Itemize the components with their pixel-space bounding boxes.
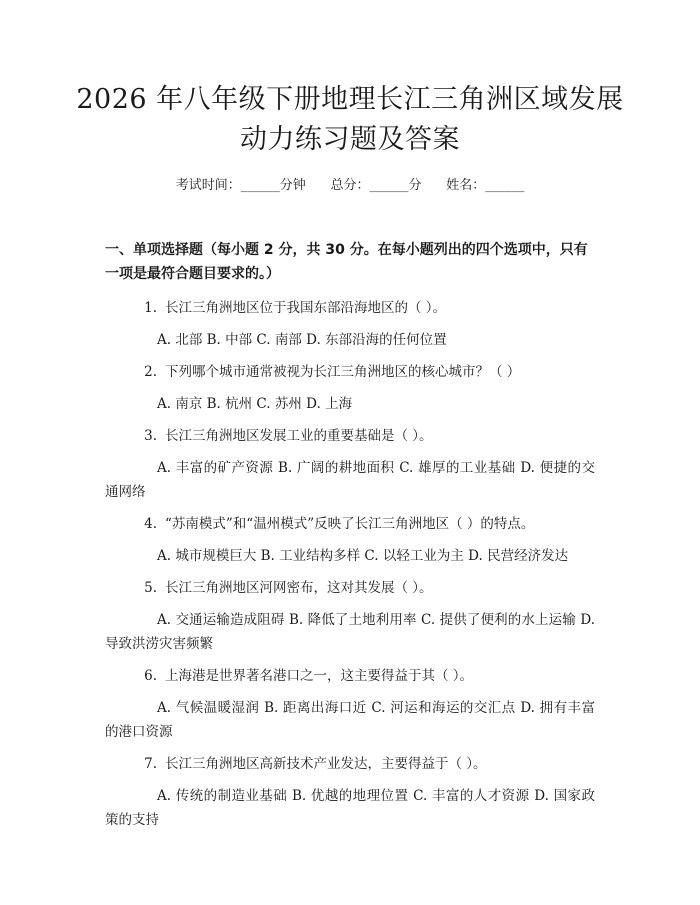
question-options: A. 交通运输造成阻碍 B. 降低了土地利用率 C. 提供了便利的水上运输 D. 导致洪涝灾害频繁 — [105, 612, 595, 652]
question-text: 上海港是世界著名港口之一，这主要得益于其（ ）。 — [165, 668, 474, 684]
question-stem — [105, 360, 595, 384]
document-title — [0, 80, 700, 160]
question-item — [105, 424, 595, 504]
question-options: A. 南京 B. 杭州 C. 苏州 D. 上海 — [157, 396, 353, 412]
question-number: 7. — [144, 756, 157, 772]
question-number: 3. — [144, 428, 157, 444]
question-text: 长江三角洲地区发展工业的重要基础是（ ）。 — [165, 428, 433, 444]
question-text: “苏南模式”和“温州模式”反映了长江三角洲地区（ ）的特点。 — [165, 516, 535, 532]
question-options: A. 丰富的矿产资源 B. 广阔的耕地面积 C. 雄厚的工业基础 D. 便捷的交通网络 — [105, 460, 595, 500]
question-text: 长江三角洲地区位于我国东部沿海地区的（ ）。 — [165, 300, 447, 316]
question-number: 2. — [144, 364, 157, 380]
question-number: 4. — [144, 516, 157, 532]
question-number: 5. — [144, 580, 157, 596]
question-text: 下列哪个城市通常被视为长江三角洲地区的核心城市？（ ） — [165, 364, 521, 380]
question-stem — [105, 664, 595, 688]
question-stem — [105, 512, 595, 536]
question-options: A. 城市规模巨大 B. 工业结构多样 C. 以轻工业为主 D. 民营经济发达 — [157, 548, 569, 564]
question-list — [105, 296, 595, 832]
title-line-2: 动力练习题及答案 — [240, 124, 460, 155]
question-options: A. 北部 B. 中部 C. 南部 D. 东部沿海的任何位置 — [157, 332, 447, 348]
question-number: 6. — [144, 668, 157, 684]
title-line-1: 2026 年八年级下册地理长江三角洲区域发展 — [76, 84, 624, 115]
question-item — [105, 360, 595, 416]
question-options: A. 传统的制造业基础 B. 优越的地理位置 C. 丰富的人才资源 D. 国家政策的支持 — [105, 788, 595, 828]
question-item — [105, 296, 595, 352]
question-number: 1. — [144, 300, 157, 316]
question-text: 长江三角洲地区河网密布，这对其发展（ ）。 — [165, 580, 433, 596]
section-heading: 一、单项选择题（每小题 2 分，共 30 分。在每小题列出的四个选项中，只有一项是最符合题目要求的。） — [105, 242, 588, 282]
question-text: 长江三角洲地区高新技术产业发达，主要得益于（ ）。 — [165, 756, 487, 772]
question-options: A. 气候温暖湿润 B. 距离出海口近 C. 河运和海运的交汇点 D. 拥有丰富的港口资源 — [105, 700, 595, 740]
question-stem — [105, 752, 595, 776]
question-stem — [105, 296, 595, 320]
question-item — [105, 512, 595, 568]
question-stem — [105, 576, 595, 600]
question-item — [105, 576, 595, 656]
exam-info-line: 考试时间：______分钟 总分：______分 姓名：______ — [175, 178, 525, 193]
question-item — [105, 664, 595, 744]
question-item — [105, 752, 595, 832]
question-stem — [105, 424, 595, 448]
